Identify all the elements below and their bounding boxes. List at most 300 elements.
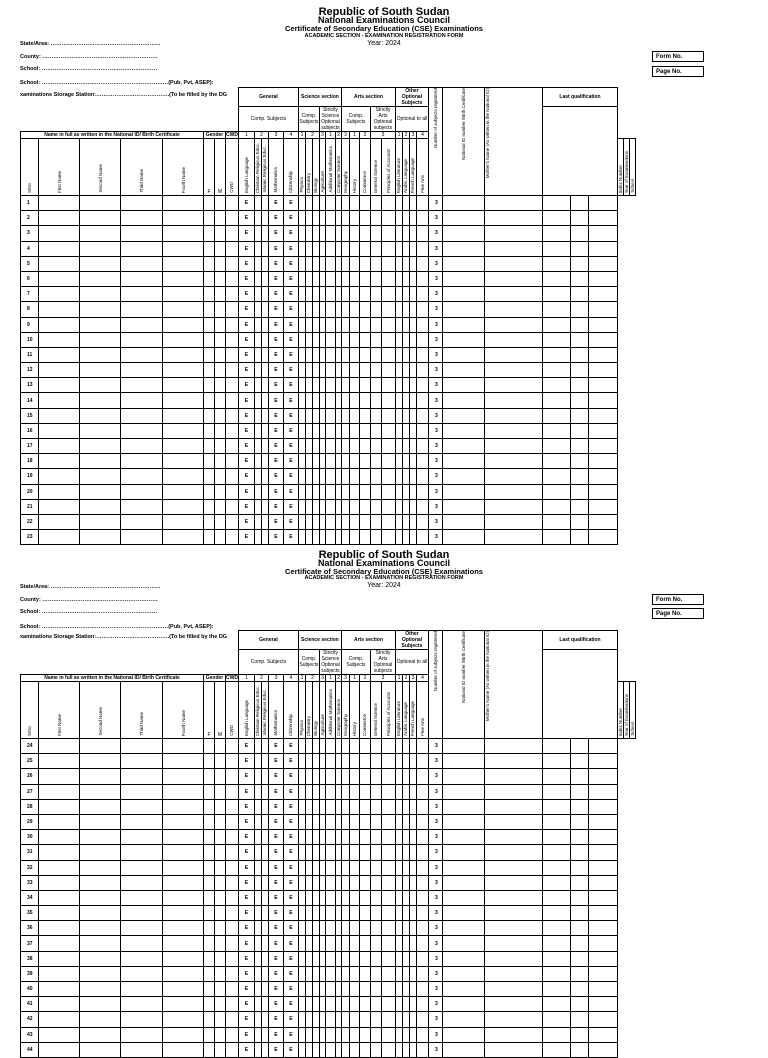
cell-commerce[interactable]: [359, 226, 370, 241]
cell-third-name[interactable]: [121, 845, 163, 860]
cell-third-name[interactable]: [121, 890, 163, 905]
cell-second-name[interactable]: [80, 211, 121, 226]
cell-school[interactable]: [588, 1042, 617, 1057]
cell-literature[interactable]: [395, 754, 402, 769]
cell-geography[interactable]: [341, 921, 349, 936]
cell-national-id[interactable]: [442, 287, 484, 302]
cell-commerce[interactable]: [359, 347, 370, 362]
cell-third-name[interactable]: [121, 469, 163, 484]
cell-christian[interactable]: [254, 211, 261, 226]
cell-french[interactable]: [409, 936, 416, 951]
cell-geography[interactable]: [341, 860, 349, 875]
cell-fourth-name[interactable]: [163, 860, 204, 875]
cell-first-name[interactable]: [39, 784, 80, 799]
cell-national-id[interactable]: [442, 966, 484, 981]
cell-christian[interactable]: [254, 906, 261, 921]
cell-third-name[interactable]: [121, 408, 163, 423]
cell-physics[interactable]: [298, 271, 305, 286]
cell-year-exam[interactable]: [570, 499, 588, 514]
cell-islamic[interactable]: [261, 784, 268, 799]
school-type-field[interactable]: School: ……………………………………………………………(Pub, Pvt, ASEP):: [20, 80, 214, 86]
cell-french[interactable]: [409, 393, 416, 408]
cell-add-math[interactable]: [325, 439, 335, 454]
cell-accounts[interactable]: [381, 951, 395, 966]
cell-french[interactable]: [409, 423, 416, 438]
cell-fourth-name[interactable]: [163, 982, 204, 997]
cell-history[interactable]: [349, 439, 359, 454]
cell-fourth-name[interactable]: [163, 196, 204, 211]
cell-general-science[interactable]: [370, 814, 381, 829]
cell-english[interactable]: E: [238, 784, 254, 799]
cell-history[interactable]: [349, 256, 359, 271]
cell-second-name[interactable]: [80, 363, 121, 378]
cell-biology[interactable]: [312, 814, 319, 829]
cell-islamic[interactable]: [261, 1012, 268, 1027]
cell-first-name[interactable]: [39, 860, 80, 875]
cell-arabic[interactable]: [402, 317, 409, 332]
cell-mother-name[interactable]: [484, 393, 542, 408]
cell-gm[interactable]: [215, 393, 226, 408]
cell-first-name[interactable]: [39, 226, 80, 241]
cell-literature[interactable]: [395, 966, 402, 981]
cell-islamic[interactable]: [261, 982, 268, 997]
cell-general-science[interactable]: [370, 769, 381, 784]
cell-first-name[interactable]: [39, 423, 80, 438]
cell-index-number[interactable]: [542, 784, 570, 799]
cell-school[interactable]: [588, 363, 617, 378]
cell-gf[interactable]: [204, 951, 215, 966]
cell-commerce[interactable]: [359, 830, 370, 845]
cell-num-subjects[interactable]: 3: [428, 997, 442, 1012]
cell-history[interactable]: [349, 860, 359, 875]
cell-biology[interactable]: [312, 196, 319, 211]
cell-geography[interactable]: [341, 799, 349, 814]
cell-chemistry[interactable]: [305, 906, 312, 921]
cell-year-exam[interactable]: [570, 769, 588, 784]
cell-citizenship[interactable]: E: [283, 271, 298, 286]
cell-third-name[interactable]: [121, 499, 163, 514]
cell-biology[interactable]: [312, 271, 319, 286]
cell-general-science[interactable]: [370, 739, 381, 754]
cell-chemistry[interactable]: [305, 302, 312, 317]
cell-cwd[interactable]: [226, 784, 239, 799]
cell-gm[interactable]: [215, 1012, 226, 1027]
cell-fine-arts[interactable]: [416, 256, 428, 271]
cell-biology[interactable]: [312, 951, 319, 966]
cell-french[interactable]: [409, 347, 416, 362]
cell-index-number[interactable]: [542, 739, 570, 754]
cell-accounts[interactable]: [381, 514, 395, 529]
cell-third-name[interactable]: [121, 454, 163, 469]
cell-chemistry[interactable]: [305, 814, 312, 829]
cell-third-name[interactable]: [121, 951, 163, 966]
cell-first-name[interactable]: [39, 890, 80, 905]
cell-geography[interactable]: [341, 906, 349, 921]
cell-french[interactable]: [409, 906, 416, 921]
cell-school[interactable]: [588, 393, 617, 408]
cell-second-name[interactable]: [80, 454, 121, 469]
cell-biology[interactable]: [312, 1027, 319, 1042]
cell-commerce[interactable]: [359, 287, 370, 302]
cell-third-name[interactable]: [121, 241, 163, 256]
cell-num-subjects[interactable]: 3: [428, 196, 442, 211]
cell-gm[interactable]: [215, 211, 226, 226]
cell-literature[interactable]: [395, 393, 402, 408]
cell-geography[interactable]: [341, 332, 349, 347]
cell-arabic[interactable]: [402, 196, 409, 211]
cell-third-name[interactable]: [121, 997, 163, 1012]
cell-num-subjects[interactable]: 3: [428, 754, 442, 769]
cell-school[interactable]: [588, 845, 617, 860]
cell-general-science[interactable]: [370, 966, 381, 981]
cell-first-name[interactable]: [39, 196, 80, 211]
cell-index-number[interactable]: [542, 196, 570, 211]
cell-second-name[interactable]: [80, 393, 121, 408]
cell-literature[interactable]: [395, 951, 402, 966]
cell-literature[interactable]: [395, 906, 402, 921]
cell-fine-arts[interactable]: [416, 484, 428, 499]
cell-gf[interactable]: [204, 256, 215, 271]
cell-school[interactable]: [588, 347, 617, 362]
cell-cwd[interactable]: [226, 363, 239, 378]
cell-fine-arts[interactable]: [416, 454, 428, 469]
cell-christian[interactable]: [254, 982, 261, 997]
cell-year-exam[interactable]: [570, 784, 588, 799]
cell-fine-arts[interactable]: [416, 1027, 428, 1042]
cell-physics[interactable]: [298, 921, 305, 936]
cell-french[interactable]: [409, 499, 416, 514]
cell-year-exam[interactable]: [570, 739, 588, 754]
cell-third-name[interactable]: [121, 1012, 163, 1027]
cell-gm[interactable]: [215, 196, 226, 211]
cell-fine-arts[interactable]: [416, 241, 428, 256]
cell-first-name[interactable]: [39, 906, 80, 921]
cell-year-exam[interactable]: [570, 423, 588, 438]
cell-fine-arts[interactable]: [416, 754, 428, 769]
cell-third-name[interactable]: [121, 769, 163, 784]
cell-literature[interactable]: [395, 514, 402, 529]
cell-year-exam[interactable]: [570, 393, 588, 408]
cell-cwd[interactable]: [226, 997, 239, 1012]
cell-arabic[interactable]: [402, 347, 409, 362]
cell-english[interactable]: E: [238, 287, 254, 302]
cell-add-math[interactable]: [325, 499, 335, 514]
cell-geography[interactable]: [341, 378, 349, 393]
cell-citizenship[interactable]: E: [283, 363, 298, 378]
cell-citizenship[interactable]: E: [283, 302, 298, 317]
cell-gf[interactable]: [204, 875, 215, 890]
cell-add-math[interactable]: [325, 890, 335, 905]
cell-national-id[interactable]: [442, 378, 484, 393]
cell-school[interactable]: [588, 814, 617, 829]
cell-gm[interactable]: [215, 951, 226, 966]
cell-christian[interactable]: [254, 469, 261, 484]
cell-literature[interactable]: [395, 423, 402, 438]
cell-fine-arts[interactable]: [416, 921, 428, 936]
cell-second-name[interactable]: [80, 226, 121, 241]
cell-first-name[interactable]: [39, 363, 80, 378]
cell-islamic[interactable]: [261, 514, 268, 529]
cell-national-id[interactable]: [442, 754, 484, 769]
cell-french[interactable]: [409, 769, 416, 784]
cell-third-name[interactable]: [121, 1042, 163, 1057]
cell-mathematics[interactable]: E: [268, 514, 283, 529]
cell-third-name[interactable]: [121, 256, 163, 271]
cell-first-name[interactable]: [39, 287, 80, 302]
cell-biology[interactable]: [312, 514, 319, 529]
cell-biology[interactable]: [312, 845, 319, 860]
cell-index-number[interactable]: [542, 921, 570, 936]
cell-commerce[interactable]: [359, 754, 370, 769]
cell-accounts[interactable]: [381, 211, 395, 226]
cell-arabic[interactable]: [402, 423, 409, 438]
cell-commerce[interactable]: [359, 739, 370, 754]
cell-chemistry[interactable]: [305, 363, 312, 378]
cell-school[interactable]: [588, 754, 617, 769]
cell-cwd[interactable]: [226, 347, 239, 362]
cell-christian[interactable]: [254, 784, 261, 799]
cell-french[interactable]: [409, 256, 416, 271]
cell-gf[interactable]: [204, 302, 215, 317]
cell-biology[interactable]: [312, 739, 319, 754]
cell-third-name[interactable]: [121, 287, 163, 302]
cell-french[interactable]: [409, 317, 416, 332]
cell-mathematics[interactable]: E: [268, 754, 283, 769]
cell-chemistry[interactable]: [305, 211, 312, 226]
cell-biology[interactable]: [312, 226, 319, 241]
cell-mathematics[interactable]: E: [268, 332, 283, 347]
cell-index-number[interactable]: [542, 408, 570, 423]
cell-french[interactable]: [409, 1027, 416, 1042]
cell-fine-arts[interactable]: [416, 439, 428, 454]
cell-history[interactable]: [349, 317, 359, 332]
cell-islamic[interactable]: [261, 363, 268, 378]
cell-year-exam[interactable]: [570, 860, 588, 875]
cell-mother-name[interactable]: [484, 363, 542, 378]
cell-citizenship[interactable]: E: [283, 890, 298, 905]
cell-islamic[interactable]: [261, 814, 268, 829]
school-field[interactable]: School: ………………………………………………………: [20, 66, 158, 72]
cell-fine-arts[interactable]: [416, 799, 428, 814]
cell-fourth-name[interactable]: [163, 347, 204, 362]
cell-french[interactable]: [409, 302, 416, 317]
cell-geography[interactable]: [341, 271, 349, 286]
cell-school[interactable]: [588, 196, 617, 211]
cell-mother-name[interactable]: [484, 1027, 542, 1042]
cell-physics[interactable]: [298, 378, 305, 393]
cell-gm[interactable]: [215, 439, 226, 454]
cell-year-exam[interactable]: [570, 982, 588, 997]
cell-index-number[interactable]: [542, 363, 570, 378]
cell-chemistry[interactable]: [305, 332, 312, 347]
cell-french[interactable]: [409, 814, 416, 829]
cell-gm[interactable]: [215, 1027, 226, 1042]
cell-french[interactable]: [409, 439, 416, 454]
cell-literature[interactable]: [395, 830, 402, 845]
cell-cwd[interactable]: [226, 378, 239, 393]
cell-islamic[interactable]: [261, 332, 268, 347]
cell-num-subjects[interactable]: 3: [428, 530, 442, 545]
cell-school[interactable]: [588, 287, 617, 302]
cell-second-name[interactable]: [80, 408, 121, 423]
cell-literature[interactable]: [395, 287, 402, 302]
cell-physics[interactable]: [298, 890, 305, 905]
cell-num-subjects[interactable]: 3: [428, 454, 442, 469]
cell-accounts[interactable]: [381, 317, 395, 332]
cell-mother-name[interactable]: [484, 484, 542, 499]
cell-history[interactable]: [349, 211, 359, 226]
cell-chemistry[interactable]: [305, 830, 312, 845]
cell-first-name[interactable]: [39, 1027, 80, 1042]
cell-arabic[interactable]: [402, 936, 409, 951]
cell-national-id[interactable]: [442, 906, 484, 921]
cell-national-id[interactable]: [442, 921, 484, 936]
cell-fine-arts[interactable]: [416, 211, 428, 226]
cell-second-name[interactable]: [80, 799, 121, 814]
cell-geography[interactable]: [341, 241, 349, 256]
cell-num-subjects[interactable]: 3: [428, 769, 442, 784]
cell-citizenship[interactable]: E: [283, 317, 298, 332]
cell-christian[interactable]: [254, 499, 261, 514]
cell-islamic[interactable]: [261, 256, 268, 271]
cell-biology[interactable]: [312, 347, 319, 362]
cell-index-number[interactable]: [542, 454, 570, 469]
cell-fine-arts[interactable]: [416, 860, 428, 875]
cell-num-subjects[interactable]: 3: [428, 936, 442, 951]
cell-index-number[interactable]: [542, 966, 570, 981]
cell-general-science[interactable]: [370, 241, 381, 256]
cell-arabic[interactable]: [402, 271, 409, 286]
cell-second-name[interactable]: [80, 1027, 121, 1042]
cell-cwd[interactable]: [226, 1027, 239, 1042]
cell-history[interactable]: [349, 814, 359, 829]
cell-arabic[interactable]: [402, 906, 409, 921]
cell-physics[interactable]: [298, 484, 305, 499]
cell-first-name[interactable]: [39, 845, 80, 860]
cell-commerce[interactable]: [359, 860, 370, 875]
cell-add-math[interactable]: [325, 1012, 335, 1027]
cell-fine-arts[interactable]: [416, 1042, 428, 1057]
cell-fourth-name[interactable]: [163, 393, 204, 408]
cell-islamic[interactable]: [261, 845, 268, 860]
cell-first-name[interactable]: [39, 347, 80, 362]
school-field[interactable]: School: ………………………………………………………: [20, 609, 158, 615]
cell-general-science[interactable]: [370, 332, 381, 347]
cell-commerce[interactable]: [359, 906, 370, 921]
cell-national-id[interactable]: [442, 1042, 484, 1057]
cell-citizenship[interactable]: E: [283, 1012, 298, 1027]
cell-chemistry[interactable]: [305, 226, 312, 241]
cell-add-math[interactable]: [325, 423, 335, 438]
cell-commerce[interactable]: [359, 439, 370, 454]
cell-commerce[interactable]: [359, 423, 370, 438]
cell-gm[interactable]: [215, 890, 226, 905]
cell-general-science[interactable]: [370, 302, 381, 317]
cell-literature[interactable]: [395, 211, 402, 226]
cell-commerce[interactable]: [359, 211, 370, 226]
cell-literature[interactable]: [395, 499, 402, 514]
cell-gf[interactable]: [204, 196, 215, 211]
cell-fourth-name[interactable]: [163, 484, 204, 499]
cell-chemistry[interactable]: [305, 454, 312, 469]
cell-year-exam[interactable]: [570, 271, 588, 286]
cell-accounts[interactable]: [381, 769, 395, 784]
cell-num-subjects[interactable]: 3: [428, 317, 442, 332]
cell-second-name[interactable]: [80, 936, 121, 951]
cell-physics[interactable]: [298, 196, 305, 211]
cell-second-name[interactable]: [80, 754, 121, 769]
cell-history[interactable]: [349, 875, 359, 890]
cell-gf[interactable]: [204, 906, 215, 921]
cell-arabic[interactable]: [402, 211, 409, 226]
cell-commerce[interactable]: [359, 499, 370, 514]
cell-geography[interactable]: [341, 454, 349, 469]
cell-english[interactable]: E: [238, 966, 254, 981]
cell-mathematics[interactable]: E: [268, 906, 283, 921]
cell-cwd[interactable]: [226, 287, 239, 302]
cell-third-name[interactable]: [121, 226, 163, 241]
cell-mathematics[interactable]: E: [268, 271, 283, 286]
cell-num-subjects[interactable]: 3: [428, 982, 442, 997]
cell-mother-name[interactable]: [484, 784, 542, 799]
cell-arabic[interactable]: [402, 739, 409, 754]
cell-cwd[interactable]: [226, 499, 239, 514]
cell-cwd[interactable]: [226, 514, 239, 529]
cell-add-math[interactable]: [325, 256, 335, 271]
cell-fourth-name[interactable]: [163, 499, 204, 514]
cell-first-name[interactable]: [39, 754, 80, 769]
cell-add-math[interactable]: [325, 469, 335, 484]
cell-gf[interactable]: [204, 997, 215, 1012]
cell-citizenship[interactable]: E: [283, 423, 298, 438]
cell-history[interactable]: [349, 754, 359, 769]
cell-num-subjects[interactable]: 3: [428, 211, 442, 226]
cell-biology[interactable]: [312, 211, 319, 226]
cell-citizenship[interactable]: E: [283, 439, 298, 454]
cell-fine-arts[interactable]: [416, 906, 428, 921]
cell-mathematics[interactable]: E: [268, 226, 283, 241]
cell-cwd[interactable]: [226, 799, 239, 814]
cell-commerce[interactable]: [359, 271, 370, 286]
cell-mother-name[interactable]: [484, 499, 542, 514]
cell-history[interactable]: [349, 408, 359, 423]
page-no-box[interactable]: Page No.: [652, 608, 704, 619]
cell-literature[interactable]: [395, 271, 402, 286]
cell-accounts[interactable]: [381, 439, 395, 454]
cell-mother-name[interactable]: [484, 196, 542, 211]
cell-general-science[interactable]: [370, 347, 381, 362]
cell-num-subjects[interactable]: 3: [428, 784, 442, 799]
cell-literature[interactable]: [395, 936, 402, 951]
cell-third-name[interactable]: [121, 423, 163, 438]
cell-history[interactable]: [349, 363, 359, 378]
cell-fourth-name[interactable]: [163, 799, 204, 814]
cell-mother-name[interactable]: [484, 241, 542, 256]
cell-english[interactable]: E: [238, 814, 254, 829]
cell-school[interactable]: [588, 454, 617, 469]
cell-num-subjects[interactable]: 3: [428, 332, 442, 347]
cell-geography[interactable]: [341, 196, 349, 211]
cell-gm[interactable]: [215, 997, 226, 1012]
cell-mother-name[interactable]: [484, 226, 542, 241]
cell-gf[interactable]: [204, 1027, 215, 1042]
cell-islamic[interactable]: [261, 393, 268, 408]
cell-cwd[interactable]: [226, 951, 239, 966]
cell-gm[interactable]: [215, 332, 226, 347]
cell-add-math[interactable]: [325, 302, 335, 317]
cell-biology[interactable]: [312, 799, 319, 814]
cell-num-subjects[interactable]: 3: [428, 1027, 442, 1042]
